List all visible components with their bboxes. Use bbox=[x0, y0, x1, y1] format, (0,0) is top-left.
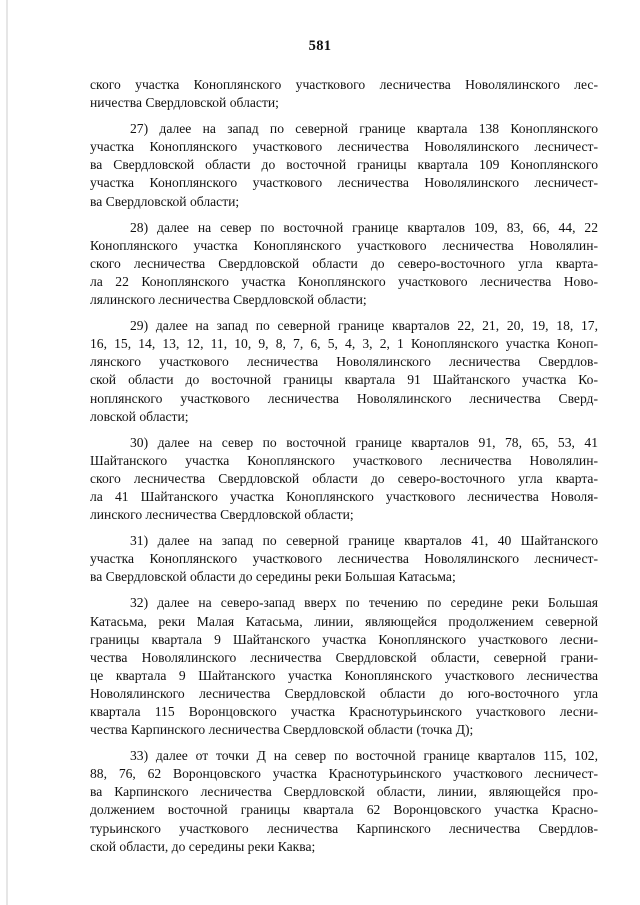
text-line: Коноплянского участка Коноплянского участкового лесничества Новолялин- bbox=[90, 237, 598, 253]
text-line: границы квартала 9 Шайтанского участка Коноплянского участкового лесни- bbox=[90, 631, 598, 647]
text-line: 88, 76, 62 Воронцовского участка Краснотурьинского участкового лесничест- bbox=[90, 766, 598, 782]
text-line: ского участка Коноплянского участкового лесничества Новолялинского лес- bbox=[90, 77, 598, 92]
text-line: чества Карпинского лесничества Свердловской области (точка Д); bbox=[90, 722, 474, 738]
text-line: чества Новолялинского лесничества Свердловской области, северной грани- bbox=[90, 649, 598, 665]
text-line: ского лесничества Свердловской области до северо-восточного угла кварта- bbox=[90, 255, 598, 271]
paragraph bbox=[90, 76, 598, 112]
text-line: 27) далее на запад по северной границе квартала 138 Коноплянского bbox=[130, 121, 598, 137]
text-line: участка Коноплянского участкового лесничества Новолялинского лесничест- bbox=[90, 175, 598, 191]
text-line: 30) далее на север по восточной границе кварталов 91, 78, 65, 53, 41 bbox=[130, 434, 598, 450]
paragraph bbox=[90, 120, 598, 210]
text-line: 31) далее на запад по северной границе кварталов 41, 40 Шайтанского bbox=[130, 533, 598, 549]
text-line: лялинского лесничества Свердловской области; bbox=[90, 292, 367, 308]
text-line: ского лесничества Свердловской области до северо-восточного угла кварта- bbox=[90, 470, 598, 486]
paragraph bbox=[90, 594, 598, 739]
text-line: участка Коноплянского участкового лесничества Новолялинского лесничест- bbox=[90, 551, 598, 567]
paragraph bbox=[90, 219, 598, 309]
text-line: 16, 15, 14, 13, 12, 11, 10, 9, 8, 7, 6, 5, 4, 3, 2, 1 Коноплянского участка Коноп- bbox=[90, 336, 598, 352]
text-line: ва Свердловской области; bbox=[90, 193, 240, 209]
paragraph bbox=[90, 532, 598, 586]
text-line: ва Свердловской области до восточной границы квартала 109 Коноплянского bbox=[90, 157, 598, 173]
text-line: Шайтанского участка Коноплянского участкового лесничества Новолялин- bbox=[90, 452, 598, 468]
text-line: 28) далее на север по восточной границе кварталов 109, 83, 66, 44, 22 bbox=[130, 219, 598, 235]
text-line: це квартала 9 Шайтанского участка Коноплянского участкового лесничества bbox=[90, 667, 598, 683]
text-line: квартала 115 Воронцовского участка Краснотурьинского участкового лесни- bbox=[90, 704, 598, 719]
text-line: ла 41 Шайтанского участка Коноплянского участкового лесничества Новоля- bbox=[90, 488, 598, 504]
text-line: ской области, до середины реки Каква; bbox=[90, 838, 316, 854]
text-line: ловской области; bbox=[90, 408, 189, 424]
text-line: ской области до восточной границы квартала 91 Шайтанского участка Ко- bbox=[90, 372, 598, 388]
text-line: 29) далее на запад по северной границе кварталов 22, 21, 20, 19, 18, 17, bbox=[130, 318, 598, 334]
text-line: ва Карпинского лесничества Свердловской области, линии, являющейся про- bbox=[90, 784, 598, 800]
text-line: лянского участкового лесничества Новолялинского лесничества Свердлов- bbox=[90, 354, 598, 370]
left-scan-edge bbox=[6, 0, 8, 905]
text-line: ла 22 Коноплянского участка Коноплянского участкового лесничества Ново- bbox=[90, 273, 598, 289]
text-line: ноплянского участкового лесничества Новолялинского лесничества Сверд- bbox=[90, 390, 598, 406]
text-line: турьинского участкового лесничества Карпинского лесничества Свердлов- bbox=[90, 820, 598, 836]
text-line: ничества Свердловской области; bbox=[90, 95, 279, 111]
text-line: линского лесничества Свердловской области; bbox=[90, 507, 354, 523]
text-line: должением восточной границы квартала 62 Воронцовского участка Красно- bbox=[90, 802, 598, 818]
text-line: 32) далее на северо-запад вверх по течению по середине реки Большая bbox=[130, 595, 598, 611]
paragraph bbox=[90, 317, 598, 426]
text-line: 33) далее от точки Д на север по восточной границе кварталов 115, 102, bbox=[130, 748, 598, 764]
page-number: 581 bbox=[308, 38, 332, 54]
text-line: Новолялинского лесничества Свердловской области до юго-восточного угла bbox=[90, 685, 598, 701]
paragraph bbox=[90, 747, 598, 856]
text-line: участка Коноплянского участкового лесничества Новолялинского лесничест- bbox=[90, 139, 598, 155]
text-line: Катасьма, реки Малая Катасьма, линии, являющейся продолжением северной bbox=[90, 613, 598, 629]
document-body bbox=[90, 76, 598, 864]
text-line: ва Свердловской области до середины реки Большая Катасьма; bbox=[90, 569, 456, 585]
paragraph bbox=[90, 434, 598, 524]
